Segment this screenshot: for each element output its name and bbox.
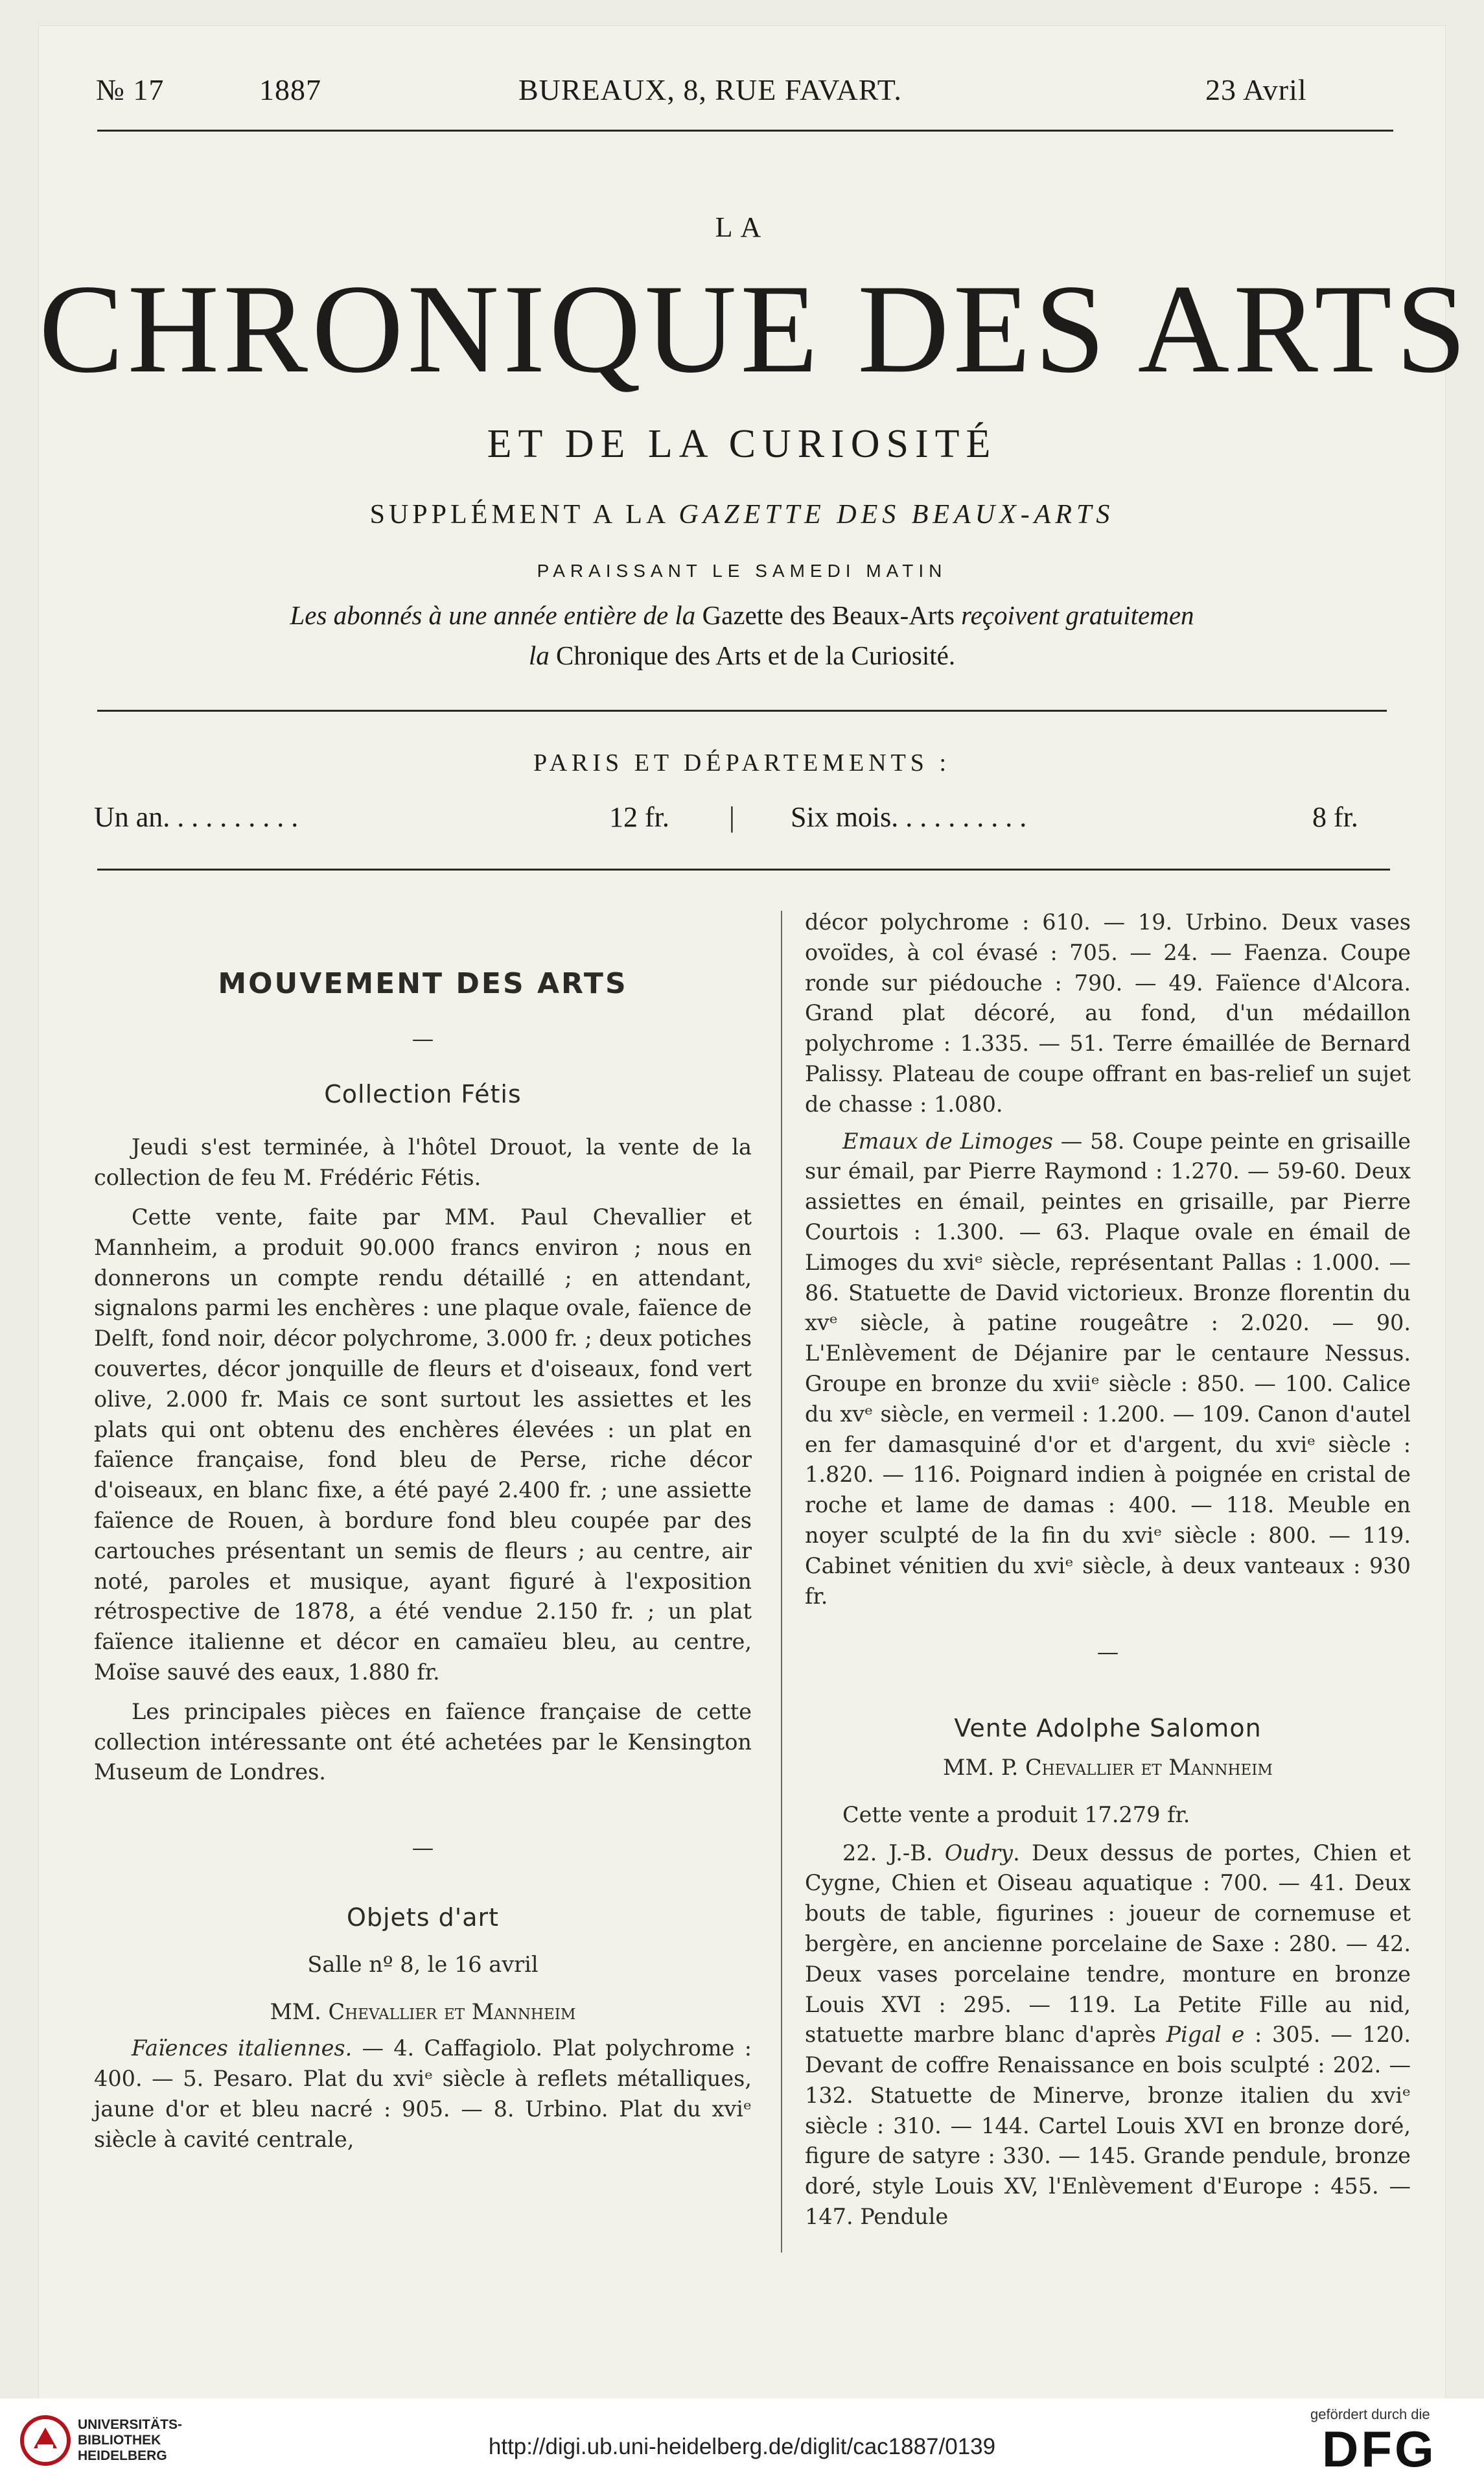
library-line-3: HEIDELBERG [78,2448,167,2463]
separator-dash: — [1096,1639,1119,1665]
masthead-title: CHRONIQUE DES ARTS [39,259,1470,399]
limoges-text: — 58. Coupe peinte en grisaille sur émail, par Pierre Raymond : 1.270. — 59-60. Deux assiettes en émail, peintes en grisaille, par Pierre Courtois : 1.300. — 63. Plaque ovale en émail de Limoges du xviᵉ siècle, représentant Pallas : 1.000. — 86. Statuette de David victorieux. Bronze florentin du xvᵉ siècle, à patine rougeâtre : 2.020. — 90. L'Enlèvement de Déjanire par le centaure Nessus. Groupe en bronze du xviiᵉ siècle : 850. — 100. Calice du xvᵉ siècle, en vermeil : 1.200. — 109. Canon d'autel en fer damasquiné d'or et d'argent, du xviᵉ siècle : 1.820. — 116. Poignard indien à poignée en cristal de roche et lame de damas : 400. — 118. Meuble en noyer sculpté de la fin du xviᵉ siècle : 800. — 119. Cabinet vénitien du xviᵉ siècle, à deux vanteaux : 930 fr. [805,1128,1411,1609]
column-divider [781,911,782,2253]
supplement-prefix: SUPPLÉMENT A LA [369,500,679,530]
fetis-heading: Collection Fétis [324,1079,522,1108]
note-part-a: Les abonnés à une année entière de la [290,600,702,630]
half-year-price: 8 fr. [1312,801,1358,833]
objets-heading: Objets d'art [346,1902,500,1932]
salomon-text-b: . Deux dessus de portes, Chien et Cygne, Chien et Oiseau aquatique : 700. — 41. Deux bouts de table, figurines : joueur de cornemuse et bergère, en ancienne porcelaine de Saxe : 280. — 42. Deux vases porcelaine tendre, monture en bronze Louis XVI : 295. — 119. La Petite Fille au nid, statuette marbre blanc d'après [805,1840,1411,2048]
salomon-text-a: 22. J.-B. [842,1840,945,1866]
issue-number: № 17 [96,73,165,106]
note-part-b: Gazette des Beaux-Arts [702,600,955,630]
dfg-wordmark: DFG [1322,2420,1437,2477]
objets-category: Faïences italiennes. [132,2035,353,2061]
right-column [805,907,1411,2232]
frequency-line: PARAISSANT LE SAMEDI MATIN [537,561,947,581]
salomon-text-c: : 305. — 120. Devant de coffre Renaissance en bois sculpté : 202. — 132. Statuette de Minerve, bronze italien du xviᵉ siècle : 310. — 144. Cartel Louis XVI en bronze doré, figure de satyre : 330. — 145. Grande pendule, bronze doré, style Louis XV, l'Enlèvement d'Europe : 455. — 147. Pendule [805,2022,1411,2230]
limoges-paragraph [805,1127,1411,1612]
issue-date: 23 Avril [1205,73,1307,106]
salomon-auctioneers: MM. P. Chevallier et Mannheim [943,1754,1273,1780]
supplement-title: GAZETTE DES BEAUX-ARTS [678,500,1115,530]
fetis-paragraph-1: Jeudi s'est terminée, à l'hôtel Drouot, la vente de la collection de feu M. Frédéric Fétis. [94,1134,752,1191]
note-part-c: reçoivent gratuitemen [954,600,1194,630]
salomon-paragraph-2 [805,1838,1411,2232]
subscription-rule [97,869,1390,871]
subscriber-note-line2 [39,640,1445,671]
masthead-rule [97,710,1387,712]
salomon-heading: Vente Adolphe Salomon [954,1714,1262,1743]
supplement-line [39,499,1445,530]
issue-year: 1887 [259,73,321,106]
continued-paragraph: décor polychrome : 610. — 19. Urbino. Deux vases ovoïdes, à col évasé : 705. — 24. — Faenza. Coupe ronde sur piédouche : 790. — 49. Faïence d'Alcora. Grand plat décoré, au fond, d'un médaillon polychrome : 1.335. — 51. Terre émaillée de Bernard Palissy. Plateau de coupe offrant en bas-relief un sujet de chasse : 1.080. [805,909,1411,1117]
left-column [94,969,752,2155]
separator-dash: — [412,1835,434,1861]
objets-text: — 4. Caffagiolo. Plat polychrome : 400. — 5. Pesaro. Plat du xviᵉ siècle à reflets métalliques, jaune d'or et bleu nacré : 905. — 8. Urbino. Plat du xviᵉ siècle à cavité centrale, [94,2035,752,2152]
salomon-artist: Oudry [944,1840,1014,1866]
library-line-2: BIBLIOTHEK [78,2433,161,2448]
annual-label: Un an. . . . . . . . . . [94,801,299,833]
header-rule [97,130,1393,132]
salomon-paragraph-1: Cette vente a produit 17.279 fr. [842,1801,1190,1827]
objets-room: Salle nº 8, le 16 avril [307,1951,539,1977]
separator-dash: — [412,1025,434,1051]
office-address: BUREAUX, 8, RUE FAVART. [518,73,902,106]
section-title: MOUVEMENT DES ARTS [218,967,628,1000]
annual-price: 12 fr. [609,801,669,833]
funded-by-text: gefördert durch die [1310,2406,1430,2422]
library-line-1: UNIVERSITÄTS- [78,2417,183,2432]
salomon-artist-2: Pigal e [1166,2022,1245,2048]
objets-paragraph [94,2033,752,2155]
objets-auctioneers: MM. Chevallier et Mannheim [270,1998,576,2024]
limoges-category: Emaux de Limoges [842,1128,1053,1154]
fetis-paragraph-3: Les principales pièces en faïence française de cette collection intéressante ont été achetées par le Kensington Museum de Londres. [94,1698,752,1785]
subscriber-note-line1 [39,600,1445,631]
half-year-label: Six mois. . . . . . . . . . [791,801,1027,833]
fetis-paragraph-2: Cette vente, faite par MM. Paul Chevallier et Mannheim, a produit 90.000 francs environ ; nous en donnerons un compte rendu détaillé ; en attendant, signalons parmi les enchères : une plaque ovale, faïence de Delft, fond noir, décor polychrome, 3.000 fr. ; deux potiches couvertes, décor jonquille de fleurs et d'oiseaux, fond vert olive, 2.000 fr. Mais ce sont surtout les assiettes et les plats qui ont obtenu des enchères élevées : un plat en faïence française, fond bleu de Perse, riche décor d'oiseaux, en blanc fixe, a été payé 2.400 fr. ; une assiette faïence de Rouen, à bordure fond bleu coupée par des cartouches présentant un semis de fleurs ; au centre, air noté, paroles et musique, ayant figuré à l'exposition rétrospective de 1878, a été vendue 2.150 fr. ; un plat faïence italienne et décor en camaïeu bleu, au centre, Moïse sauvé des eaux, 1.880 fr. [94,1204,752,1685]
source-url[interactable]: http://digi.ub.uni-heidelberg.de/diglit/cac1887/0139 [488,2434,996,2459]
dfg-logo [1303,2406,1478,2477]
note-part-e: Chronique des Arts et de la Curiosité. [556,640,956,670]
masthead-la: LA [715,211,769,243]
note-part-d: la [528,640,557,670]
subscription-heading: PARIS ET DÉPARTEMENTS : [533,749,951,777]
newspaper-page [39,26,1470,2398]
masthead-subtitle: ET DE LA CURIOSITÉ [487,422,997,466]
price-separator: | [729,801,735,833]
